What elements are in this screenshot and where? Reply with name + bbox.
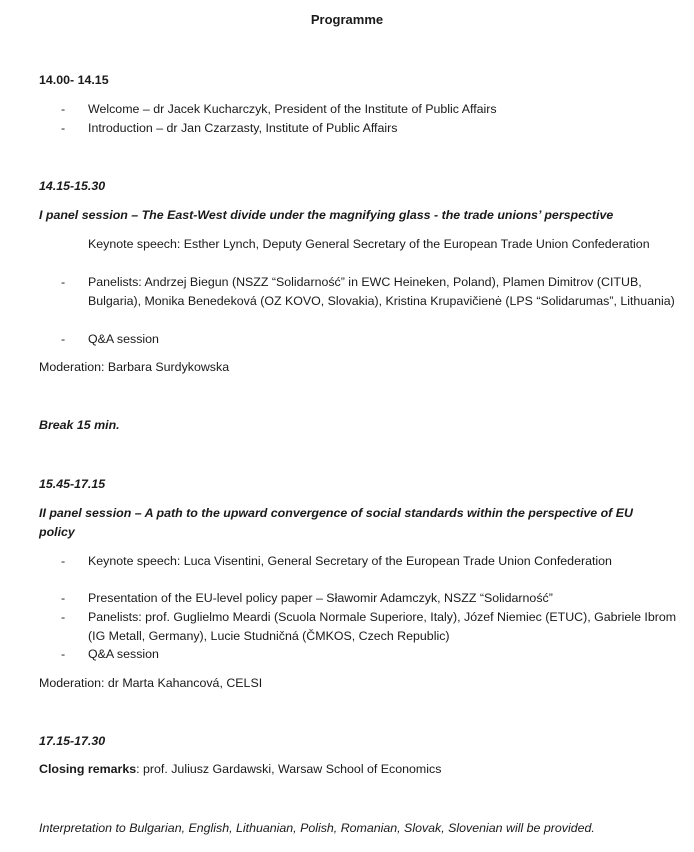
s3-time: 15.45-17.15 xyxy=(39,477,106,491)
bullet-dash: - xyxy=(61,610,66,624)
bullet-dash: - xyxy=(61,102,66,116)
closing-remarks-text: : prof. Juliusz Gardawski, Warsaw School of Economics xyxy=(136,762,442,776)
break-label: Break 15 min. xyxy=(39,418,120,432)
s2-moderation: Moderation: Barbara Surdykowska xyxy=(39,360,230,374)
s1-welcome-item: Welcome – dr Jacek Kucharczyk, President of the Institute of Public Affairs xyxy=(88,102,497,116)
page-title: Programme xyxy=(310,12,384,27)
closing-remarks-label: Closing remarks xyxy=(39,762,137,776)
bullet-dash: - xyxy=(61,332,66,346)
s3-panelists-item: Panelists: prof. Guglielmo Meardi (Scuola Normale Superiore, Italy), Józef Niemiec (ETUC), Gabriele Ibrom (IG Metall, Germany), Lucie Studničná (ČMKOS, Czech Republic) xyxy=(88,610,677,643)
bullet-dash: - xyxy=(61,275,66,289)
s2-time: 14.15-15.30 xyxy=(39,179,106,193)
s2-heading: I panel session – The East-West divide under the magnifying glass - the trade unions’ perspective xyxy=(39,208,614,222)
s4-time: 17.15-17.30 xyxy=(39,734,106,748)
s3-moderation: Moderation: dr Marta Kahancová, CELSI xyxy=(39,676,263,690)
s3-presentation-item: Presentation of the EU-level policy paper – Sławomir Adamczyk, NSZZ “Solidarność” xyxy=(88,591,553,605)
bullet-dash: - xyxy=(61,647,66,661)
bullet-dash: - xyxy=(61,121,66,135)
s3-heading: II panel session – A path to the upward convergence of social standards within the perspective of EU policy xyxy=(39,506,633,539)
s3-keynote-item: Keynote speech: Luca Visentini, General Secretary of the European Trade Union Confederation xyxy=(88,554,612,568)
bullet-dash: - xyxy=(61,591,66,605)
s2-keynote-item: Keynote speech: Esther Lynch, Deputy General Secretary of the European Trade Union Confederation xyxy=(88,237,650,251)
s2-qa-item: Q&A session xyxy=(88,332,159,346)
bullet-dash: - xyxy=(61,554,66,568)
closing-remarks xyxy=(39,760,441,779)
s2-panelists-item: Panelists: Andrzej Biegun (NSZZ “Solidarność” in EWC Heineken, Poland), Plamen Dimitrov (CITUB, Bulgaria), Monika Benedeková (OZ KOVO, Slovakia), Kristina Krupavičienė (LPS “Solidarumas”, Lithuania) xyxy=(88,275,675,308)
s1-introduction-item: Introduction – dr Jan Czarzasty, Institute of Public Affairs xyxy=(88,121,398,135)
interpretation-note: Interpretation to Bulgarian, English, Lithuanian, Polish, Romanian, Slovak, Slovenian will be provided. xyxy=(39,821,595,835)
s1-time: 14.00- 14.15 xyxy=(39,73,109,87)
s3-qa-item: Q&A session xyxy=(88,647,159,661)
